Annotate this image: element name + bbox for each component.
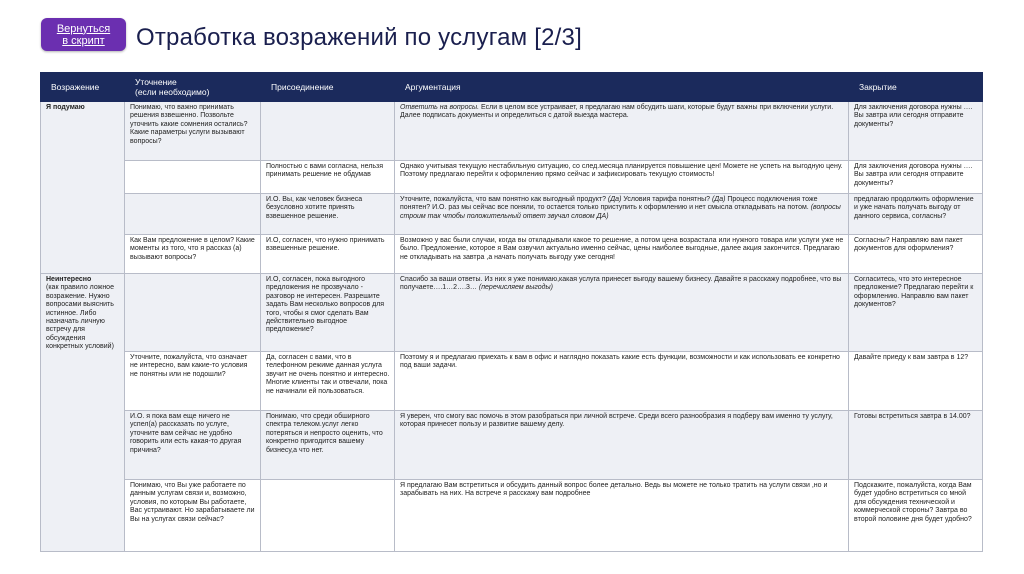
- argumentation-italic: (вопросы строим так чтобы положительный ответ звучал словом ДА): [400, 204, 841, 220]
- argumentation-text: Условия тарифа понятны?: [621, 196, 712, 203]
- closing-cell: Согласитесь, что это интересное предложение? Предлагаю перейти к оформлению. Направлю вам пакет документов?: [849, 274, 983, 352]
- back-button-line1: Вернуться: [56, 22, 111, 35]
- joining-cell: Понимаю, что среди обширного спектра телеком.услуг легко потеряться и непросто оценить, что конкретно пригодится вашему бизнесу,а что нет.: [261, 411, 395, 480]
- argumentation-cell: Однако учитывая текущую нестабильную ситуацию, со след.месяца планируется повышение цен! Можете не успеть на выгодную цену. Поэтому предлагаю перейти к оформлению прямо сейчас и зафиксировать текущую стоимость!: [395, 161, 849, 194]
- header-closing: Закрытие: [849, 73, 983, 102]
- argumentation-cell: Я уверен, что смогу вас помочь в этом разобраться при личной встрече. Среди всего разнообразия я подберу вам именно ту услугу, которая принесет пользу и развитие вашему делу.: [395, 411, 849, 480]
- argumentation-text: Спасибо за ваши ответы. Из них я уже понимаю,какая услуга принесет выгоду вашему бизнесу. Давайте я расскажу подробнее, что вы получаете….1…2….3…: [400, 276, 842, 292]
- objection-note: (как правило ложное возражение. Нужно вопросами выяснить истинное. Либо назначать личную встречу для обсуждения конкретных условий): [46, 284, 114, 351]
- table-row: [41, 161, 983, 194]
- objection-cell: [41, 274, 125, 552]
- objections-table: [40, 72, 983, 552]
- argumentation-cell: Возможно у вас были случаи, когда вы откладывали какое то решение, а потом цена возрастала или нужного товара или услуги уже не было. Предложение, которое я Вам озвучил актуально именно сейчас, цены наиболее выгодные, далее акция закончится. Предлагаю не откладывать на завтра ,а начать получать выгоду уже сегодня!: [395, 235, 849, 274]
- clarification-cell: [125, 161, 261, 194]
- closing-cell: предлагаю продолжить оформление и уже начать получать выгоду от данного сервиса, согласны?: [849, 194, 983, 235]
- header-clarification: [125, 73, 261, 102]
- closing-cell: Для заключения договора нужны …. Вы завтра или сегодня отправите документы?: [849, 161, 983, 194]
- clarification-cell: [125, 274, 261, 352]
- objection-title: Неинтересно: [46, 276, 92, 283]
- closing-cell: Для заключения договора нужны …. Вы завтра или сегодня отправите документы?: [849, 102, 983, 161]
- joining-cell: И.О, согласен, что нужно принимать взвешенные решение.: [261, 235, 395, 274]
- closing-cell: Готовы встретиться завтра в 14.00?: [849, 411, 983, 480]
- clarification-cell: Понимаю, что важно принимать решения взвешенно. Позвольте уточнить какие сомнения остались? Какие параметры услуги вызывают вопросы?: [125, 102, 261, 161]
- joining-cell: И.О, согласен, пока выгодного предложения не прозвучало - разговор не интересен. Разрешите задать Вам несколько вопросов для того, чтобы я смог сделать Вам действительно выгодное предложение?: [261, 274, 395, 352]
- argumentation-cell: Поэтому я и предлагаю приехать к вам в офис и наглядно показать какие есть функции, возможности и как использовать ее конкретно под ваши задачи.: [395, 352, 849, 411]
- argumentation-text: Уточните, пожалуйста, что вам понятно как выгодный продукт?: [400, 196, 608, 203]
- header-clarification-line2: (если необходимо): [135, 87, 210, 97]
- objection-cell: [41, 102, 125, 274]
- joining-cell: И.О. Вы, как человек бизнеса безусловно хотите принять взвешенное решение.: [261, 194, 395, 235]
- argumentation-italic: (Да): [711, 196, 726, 203]
- clarification-cell: [125, 194, 261, 235]
- argumentation-cell: [395, 194, 849, 235]
- closing-cell: Согласны? Направляю вам пакет документов для оформления?: [849, 235, 983, 274]
- argumentation-italic: Ответить на вопросы.: [400, 104, 480, 111]
- table-row: [41, 235, 983, 274]
- table-row: [41, 102, 983, 161]
- joining-cell: Полностью с вами согласна, нельзя принимать решение не обдумав: [261, 161, 395, 194]
- argumentation-cell: Я предлагаю Вам встретиться и обсудить данный вопрос более детально. Ведь вы можете не только тратить на услуги связи ,но и зарабывать на них. На встрече я расскажу вам подробнее: [395, 480, 849, 552]
- argumentation-text: Если в целом все устраивает, я предлагаю нам обсудить шаги, которые будут важны при включении услуги. Далее подписать документы и определиться с датой выезда мастера.: [400, 104, 834, 120]
- table-header-row: [41, 73, 983, 102]
- argumentation-cell: [395, 274, 849, 352]
- header-clarification-line1: Уточнение: [135, 77, 177, 87]
- clarification-cell: Уточните, пожалуйста, что означает не интересно, вам какие-то условия не понятны или не подошли?: [125, 352, 261, 411]
- joining-cell: [261, 102, 395, 161]
- back-button-line2: в скрипт: [62, 34, 105, 47]
- argumentation-italic: (Да): [607, 196, 622, 203]
- objection-title: Я подумаю: [46, 104, 85, 111]
- table-row: [41, 480, 983, 552]
- header-joining: Присоединение: [261, 73, 395, 102]
- closing-cell: Подскажите, пожалуйста, когда Вам будет удобно встретиться со мной для обсуждения технической и коммерческой стороны? Завтра во второй половине дня будет удобно?: [849, 480, 983, 552]
- argumentation-italic: (перечисляем выгоды): [478, 284, 554, 292]
- back-to-script-button[interactable]: [41, 18, 126, 51]
- table-row: [41, 194, 983, 235]
- table-row: [41, 411, 983, 480]
- closing-cell: Давайте приеду к вам завтра в 12?: [849, 352, 983, 411]
- argumentation-text: Процесс подключения тоже понятен? И.О. раз мы сейчас все поняли, то остается только приступить к оформлению и нет смысла откладывать на потом.: [400, 196, 818, 212]
- clarification-cell: Как Вам предложение в целом? Какие моменты из того, что я рассказ (а) вызывают вопросы?: [125, 235, 261, 274]
- header-argumentation: Аргументация: [395, 73, 849, 102]
- joining-cell: [261, 480, 395, 552]
- clarification-cell: Понимаю, что Вы уже работаете по данным услугам связи и, возможно, условия, по которым Вы работаете, Вас устраивают. Но зарабатываете ли Вы на услугах связи сейчас?: [125, 480, 261, 552]
- page-title: Отработка возражений по услугам [2/3]: [136, 24, 582, 51]
- argumentation-cell: [395, 102, 849, 161]
- table-row: [41, 274, 983, 352]
- header-objection: Возражение: [41, 73, 125, 102]
- clarification-cell: И.О. я пока вам еще ничего не успел(а) рассказать по услуге, уточните вам сейчас не удобно говорить или есть какая-то другая причина?: [125, 411, 261, 480]
- joining-cell: Да, согласен с вами, что в телефонном режиме данная услуга звучит не очень понятно и интересно. Многие клиенты так и отвечали, пока не начинали ей пользоваться.: [261, 352, 395, 411]
- table-row: [41, 352, 983, 411]
